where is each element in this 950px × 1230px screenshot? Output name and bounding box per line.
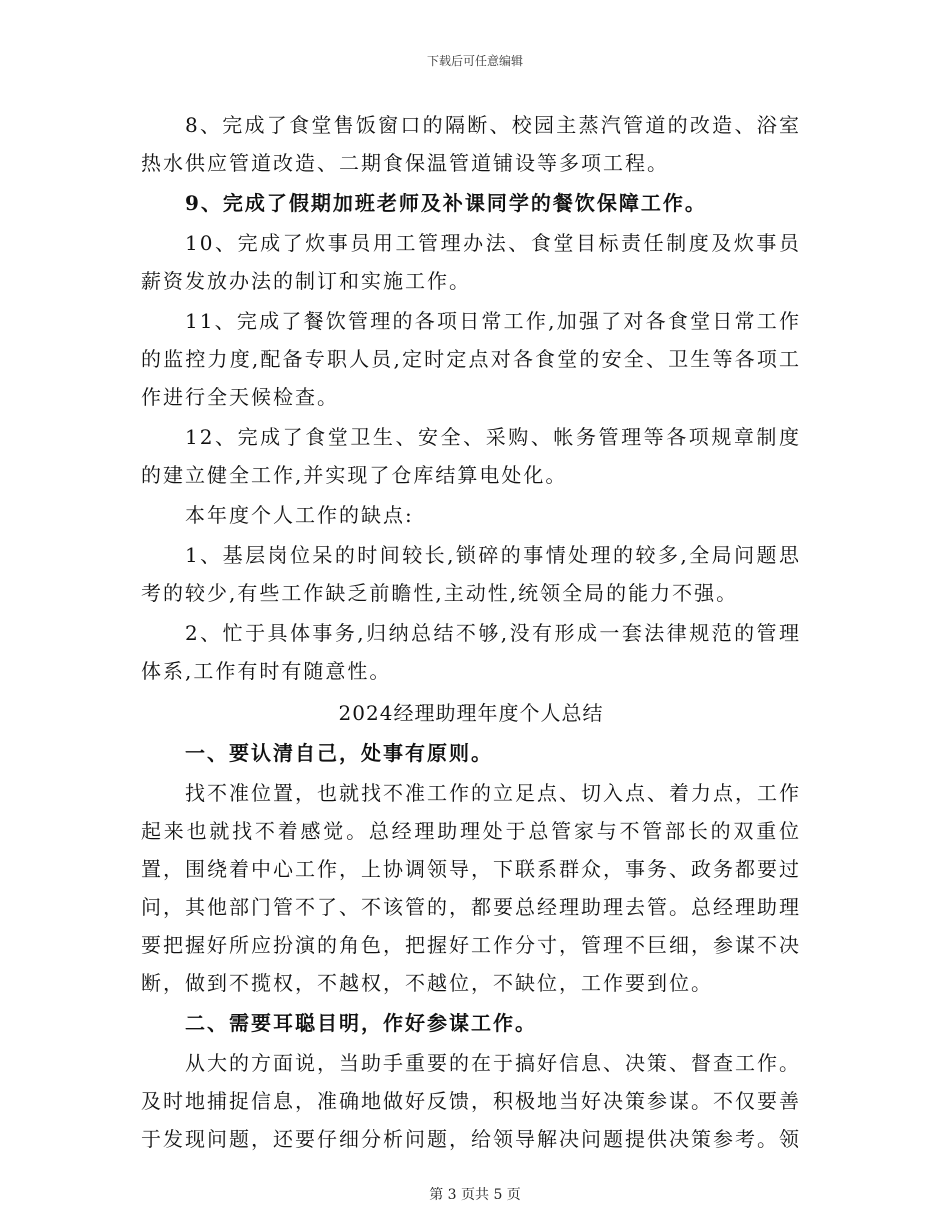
paragraph-item-12: 12、完成了食堂卫生、安全、采购、帐务管理等各项规章制度的建立健全工作,并实现了仓库结算电处化。 [141,425,801,487]
section-paragraph-1: 找不准位置，也就找不准工作的立足点、切入点、着力点，工作起来也就找不着感觉。总经理助理处于总管家与不管部长的双重位置，围绕着中心工作，上协调领导，下联系群众，事务、政务都要过问，其他部门管不了、不该管的，都要总经理助理去管。总经理助理要把握好所应扮演的角色，把握好工作分寸，管理不巨细，参谋不决断，做到不揽权，不越权，不越位，不缺位，工作要到位。 [141,781,801,995]
section-heading-2: 二、需要耳聪目明，作好参谋工作。 [185,1011,537,1035]
section-title: 2024经理助理年度个人总结 [338,701,604,725]
shortcomings-heading: 本年度个人工作的缺点: [185,503,414,527]
section-heading-1: 一、要认清自己，处事有原则。 [185,741,493,765]
paragraph-item-10: 10、完成了炊事员用工管理办法、食堂目标责任制度及炊事员薪资发放办法的制订和实施工作。 [141,231,801,293]
paragraph-item-11: 11、完成了餐饮管理的各项日常工作,加强了对各食堂日常工作的监控力度,配备专职人员,定时定点对各食堂的安全、卫生等各项工作进行全天候检查。 [141,309,801,409]
shortcoming-item-1: 1、基层岗位呆的时间较长,锁碎的事情处理的较多,全局问题思考的较少,有些工作缺乏前瞻性,主动性,统领全局的能力不强。 [141,543,801,605]
section-paragraph-2: 从大的方面说，当助手重要的在于搞好信息、决策、督查工作。及时地捕捉信息，准确地做好反馈，积极地当好决策参谋。不仅要善于发现问题，还要仔细分析问题，给领导解决问题提供决策参考。领 [141,1051,801,1151]
shortcoming-item-2: 2、忙于具体事务,归纳总结不够,没有形成一套法律规范的管理体系,工作有时有随意性。 [141,621,801,683]
document-body [141,106,801,1160]
page-footer: 第 3 页共 5 页 [429,1187,521,1203]
paragraph-item-9: 9、完成了假期加班老师及补课同学的餐饮保障工作。 [185,191,707,215]
paragraph-item-8: 8、完成了食堂售饭窗口的隔断、校园主蒸汽管道的改造、浴室热水供应管道改造、二期食保温管道铺设等多项工程。 [141,113,801,175]
page-header: 下载后可任意编辑 [426,54,523,68]
